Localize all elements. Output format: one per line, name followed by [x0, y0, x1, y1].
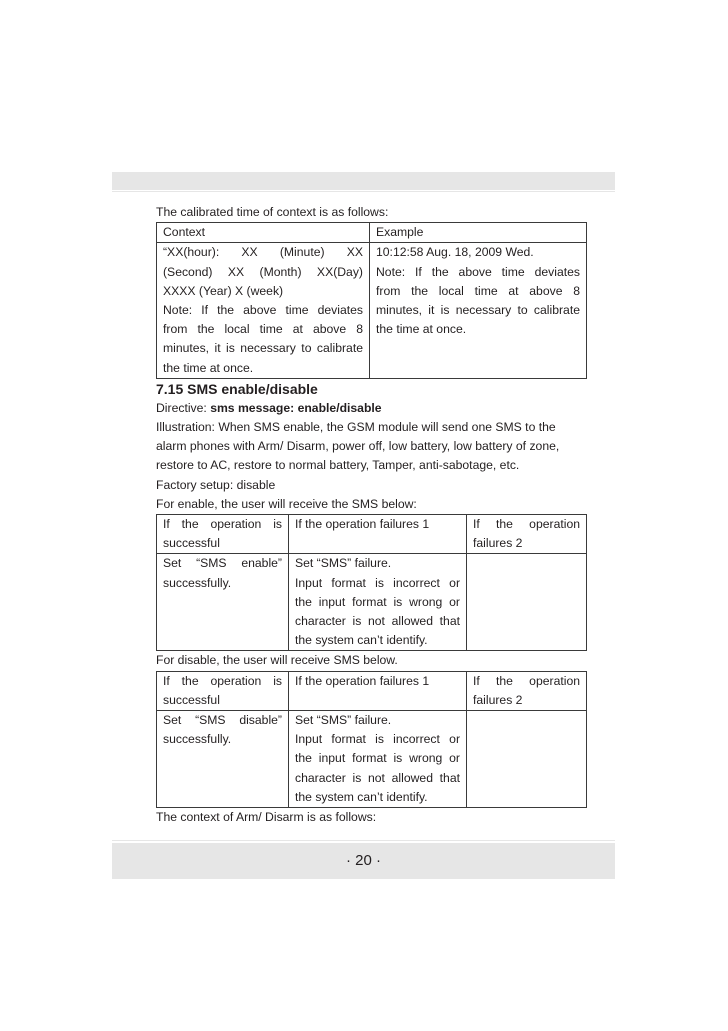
text-line: the system can’t identify. — [295, 633, 428, 648]
illustration-line: alarm phones with Arm/ Disarm, power off, low battery, low battery of zone, — [156, 439, 560, 454]
example-cell — [370, 243, 587, 378]
text-line: the input format is wrong or — [295, 594, 460, 609]
directive-value: sms message: enable/disable — [210, 400, 382, 415]
text-line: If the operation failures 1 — [295, 673, 430, 688]
success-cell — [157, 554, 289, 651]
disable-intro: For disable, the user will receive SMS below. — [156, 653, 398, 668]
header-band — [112, 172, 615, 190]
table-row — [157, 554, 587, 651]
directive-label: Directive: — [156, 400, 211, 415]
factory-setup: Factory setup: disable — [156, 477, 276, 492]
table-row — [157, 223, 587, 243]
text-line: successfully. — [163, 575, 232, 590]
table-row — [157, 671, 587, 710]
text-line: If the operation failures 1 — [295, 517, 430, 532]
text-line: Note: If the above time deviates — [376, 264, 580, 279]
success-cell — [157, 711, 289, 808]
table-row — [157, 243, 587, 378]
context-cell — [157, 243, 370, 378]
success-header — [157, 671, 289, 710]
failure2-cell — [467, 554, 587, 651]
text-line: Input format is incorrect or — [295, 732, 460, 747]
section-title: 7.15 SMS enable/disable — [156, 380, 318, 397]
text-line: If the operation is — [163, 673, 282, 688]
footer-rule — [112, 840, 615, 841]
text-line: (Second) XX (Month) XX(Day) — [163, 264, 363, 279]
text-line: Set “SMS” failure. — [295, 713, 392, 728]
table-row — [157, 515, 587, 554]
failure1-header — [289, 671, 467, 710]
text-line: from the local time at above 8 — [163, 322, 363, 337]
failure2-header — [467, 515, 587, 554]
table-row — [157, 711, 587, 808]
text-line: the time at once. — [163, 360, 254, 375]
text-line: “XX(hour): XX (Minute) XX — [163, 245, 363, 260]
text-line: successful — [163, 692, 220, 707]
enable-intro: For enable, the user will receive the SMS below: — [156, 496, 417, 511]
text-line: If the operation — [473, 517, 580, 532]
text-line: the time at once. — [376, 322, 467, 337]
text-line: If the operation is — [163, 517, 282, 532]
text-line: failures 2 — [473, 692, 523, 707]
text-line: the system can’t identify. — [295, 789, 428, 804]
text-line: XXXX (Year) X (week) — [163, 283, 284, 298]
text-line: successful — [163, 536, 220, 551]
illustration-line: Illustration: When SMS enable, the GSM module will send one SMS to the — [156, 420, 556, 435]
text-line: from the local time at above 8 — [376, 283, 580, 298]
text-line: failures 2 — [473, 536, 523, 551]
text-line: Input format is incorrect or — [295, 575, 460, 590]
context-table — [156, 222, 587, 379]
illustration-line: restore to AC, restore to normal battery, Tamper, anti-sabotage, etc. — [156, 458, 520, 473]
text-line: Set “SMS disable” — [163, 713, 282, 728]
calibrated-time-intro: The calibrated time of context is as follows: — [156, 205, 389, 219]
text-line: Note: If the above time deviates — [163, 303, 363, 318]
failure1-cell — [289, 711, 467, 808]
text-line: minutes, it is necessary to calibrate — [376, 303, 580, 318]
text-line: Set “SMS” failure. — [295, 556, 392, 571]
text-line: minutes, it is necessary to calibrate — [163, 341, 363, 356]
disable-response-table — [156, 671, 587, 808]
header-rule — [112, 191, 615, 192]
success-header — [157, 515, 289, 554]
failure2-cell — [467, 711, 587, 808]
text-line: 10:12:58 Aug. 18, 2009 Wed. — [376, 245, 534, 260]
text-line: character is not allowed that — [295, 770, 460, 785]
failure1-cell — [289, 554, 467, 651]
failure2-header — [467, 671, 587, 710]
example-header: Example — [370, 223, 587, 243]
page-content — [156, 203, 586, 827]
text-line: character is not allowed that — [295, 614, 460, 629]
text-line: If the operation — [473, 673, 580, 688]
enable-response-table — [156, 514, 587, 651]
page-number: · 20 · — [345, 852, 381, 869]
text-line: Set “SMS enable” — [163, 556, 282, 571]
arm-disarm-intro: The context of Arm/ Disarm is as follows: — [156, 810, 377, 825]
failure1-header — [289, 515, 467, 554]
text-line: successfully. — [163, 732, 232, 747]
directive-line — [156, 399, 586, 418]
context-header: Context — [157, 223, 370, 243]
text-line: the input format is wrong or — [295, 751, 460, 766]
